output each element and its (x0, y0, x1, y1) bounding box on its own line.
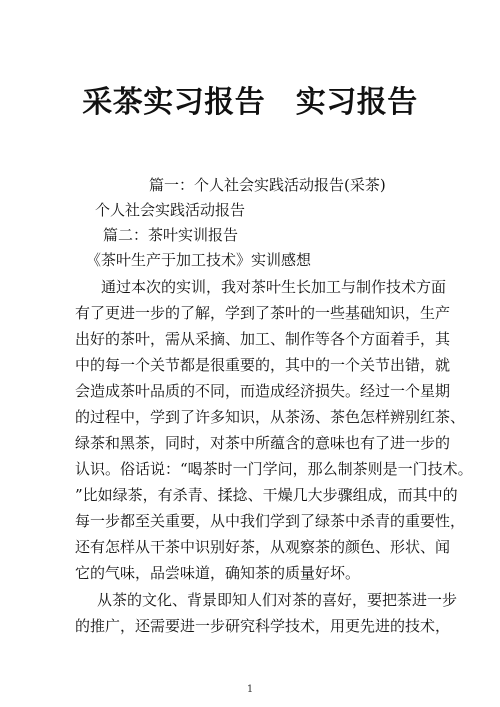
paragraph-line: 认识。俗话说：“喝茶时一门学问，那么制茶则是一门技术。 (75, 460, 473, 478)
paragraph-line: 出好的茶叶，需从采摘、加工、制作等各个方面着手，其 (75, 330, 451, 348)
paragraph-line: 有了更进一步的了解，学到了茶叶的一些基础知识，生产 (75, 304, 451, 322)
paragraph-line: ”比如绿茶，有杀青、揉捻、干燥几大步骤组成，而其中的 (75, 486, 458, 504)
paragraph-line: 绿茶和黑茶，同时，对茶中所蕴含的意味也有了进一步的 (75, 434, 451, 452)
paragraph-line: 它的气味，品尝味道，确知茶的质量好坏。 (75, 564, 361, 582)
heading-part-two: 篇二：茶叶实训报告 (103, 226, 239, 244)
paragraph-line: 从茶的文化、背景即知人们对茶的喜好，要把茶进一步 (97, 591, 458, 609)
paragraph-line: 还有怎样从干茶中识别好茶，从观察茶的颜色、形状、闻 (75, 538, 451, 556)
document-title: 采茶实习报告 实习报告 (82, 85, 418, 120)
heading-part-one: 篇一：个人社会实践活动报告(采茶) (149, 176, 386, 194)
paragraph-line: 会造成茶叶品质的不同，而造成经济损失。经过一个星期 (75, 382, 451, 400)
paragraph-line: 的推广，还需要进一步研究科学技术，用更先进的技术， (75, 617, 451, 635)
paragraph-line: 每一步都至关重要，从中我们学到了绿茶中杀青的重要性， (75, 512, 466, 530)
page-number: 1 (246, 684, 254, 695)
section-title: 《茶叶生产于加工技术》实训感想 (86, 251, 312, 269)
paragraph-line: 通过本次的实训，我对茶叶生长加工与制作技术方面 (101, 278, 447, 296)
paragraph-line: 的过程中，学到了许多知识，从茶汤、茶色怎样辨别红茶、 (75, 408, 466, 426)
paragraph-line: 中的每一个关节都是很重要的，其中的一个关节出错，就 (75, 356, 451, 374)
subheading-report: 个人社会实践活动报告 (95, 201, 246, 219)
